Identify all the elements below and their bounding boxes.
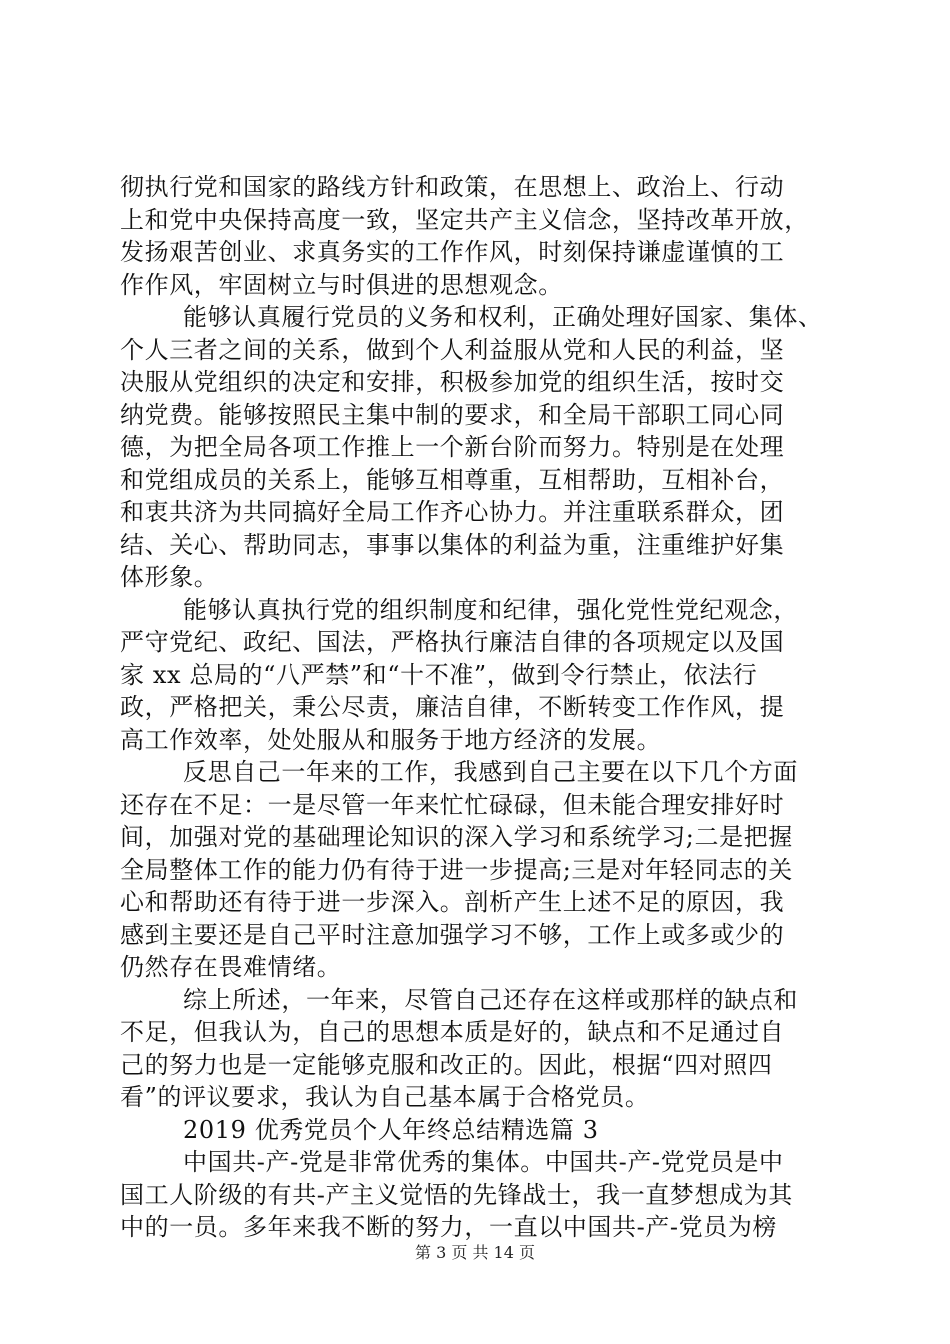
- text-line: 个人三者之间的关系，做到个人利益服从党和人民的利益，坚: [120, 335, 785, 364]
- text-line: 反思自己一年来的工作，我感到自己主要在以下几个方面: [183, 758, 798, 786]
- text-line: 中的一员。多年来我不断的努力，一直以中国共-产-党员为榜: [120, 1213, 778, 1241]
- text-line: 严守党纪、政纪、国法，严格执行廉洁自律的各项规定以及国: [120, 628, 785, 656]
- document-body: [120, 171, 832, 1244]
- text-line: 国工人阶级的有共-产主义觉悟的先锋战士，我一直梦想成为其: [120, 1180, 793, 1209]
- text-line: 和党组成员的关系上，能够互相尊重，互相帮助，互相补台，: [120, 465, 785, 494]
- text-line: 发扬艰苦创业、求真务实的工作作风，时刻保持谦虚谨慎的工: [120, 238, 785, 266]
- text-line: 感到主要还是自己平时注意加强学习不够，工作上或多或少的: [120, 920, 785, 949]
- text-line: 家 xx 总局的“八严禁”和“十不准”，做到令行禁止，依法行: [120, 660, 758, 689]
- text-line: 己的努力也是一定能够克服和改正的。因此，根据“四对照四: [120, 1050, 773, 1079]
- text-line: 2019 优秀党员个人年终总结精选篇 3: [183, 1115, 599, 1144]
- text-line: 高工作效率，处处服从和服务于地方经济的发展。: [120, 725, 662, 754]
- text-line: 决服从党组织的决定和安排，积极参加党的组织生活，按时交: [120, 368, 785, 396]
- text-line: 上和党中央保持高度一致，坚定共产主义信念，坚持改革开放，: [120, 205, 809, 234]
- text-line: 结、关心、帮助同志，事事以集体的利益为重，注重维护好集: [120, 530, 785, 559]
- text-line: 看”的评议要求，我认为自己基本属于合格党员。: [120, 1083, 650, 1111]
- text-line: 能够认真履行党员的义务和权利，正确处理好国家、集体、: [183, 303, 823, 331]
- text-line: 政，严格把关，秉公尽责，廉洁自律，不断转变工作作风，提: [120, 693, 785, 721]
- text-line: 不足，但我认为，自己的思想本质是好的，缺点和不足通过自: [120, 1018, 785, 1046]
- text-line: 作作风，牢固树立与时俱进的思想观念。: [120, 270, 563, 299]
- text-line: 中国共-产-党是非常优秀的集体。中国共-产-党党员是中: [183, 1148, 784, 1176]
- text-line: 彻执行党和国家的路线方针和政策，在思想上、政治上、行动: [120, 173, 785, 201]
- text-line: 间，加强对党的基础理论知识的深入学习和系统学习;二是把握: [120, 823, 793, 851]
- page-footer: 第 3 页 共 14 页: [415, 1243, 535, 1262]
- text-line: 和衷共济为共同搞好全局工作齐心协力。并注重联系群众，团: [120, 498, 785, 526]
- text-line: 还存在不足：一是尽管一年来忙忙碌碌，但未能合理安排好时: [120, 790, 785, 819]
- text-line: 德，为把全局各项工作推上一个新台阶而努力。特别是在处理: [120, 433, 785, 461]
- text-line: 综上所述，一年来，尽管自己还存在这样或那样的缺点和: [183, 985, 798, 1014]
- text-line: 心和帮助还有待于进一步深入。剖析产生上述不足的原因，我: [120, 888, 785, 916]
- text-line: 纳党费。能够按照民主集中制的要求，和全局干部职工同心同: [120, 400, 785, 429]
- text-line: 体形象。: [120, 563, 219, 591]
- text-line: 仍然存在畏难情绪。: [120, 953, 342, 981]
- text-line: 能够认真执行党的组织制度和纪律，强化党性党纪观念，: [183, 595, 798, 624]
- text-line: 全局整体工作的能力仍有待于进一步提高;三是对年轻同志的关: [120, 855, 793, 884]
